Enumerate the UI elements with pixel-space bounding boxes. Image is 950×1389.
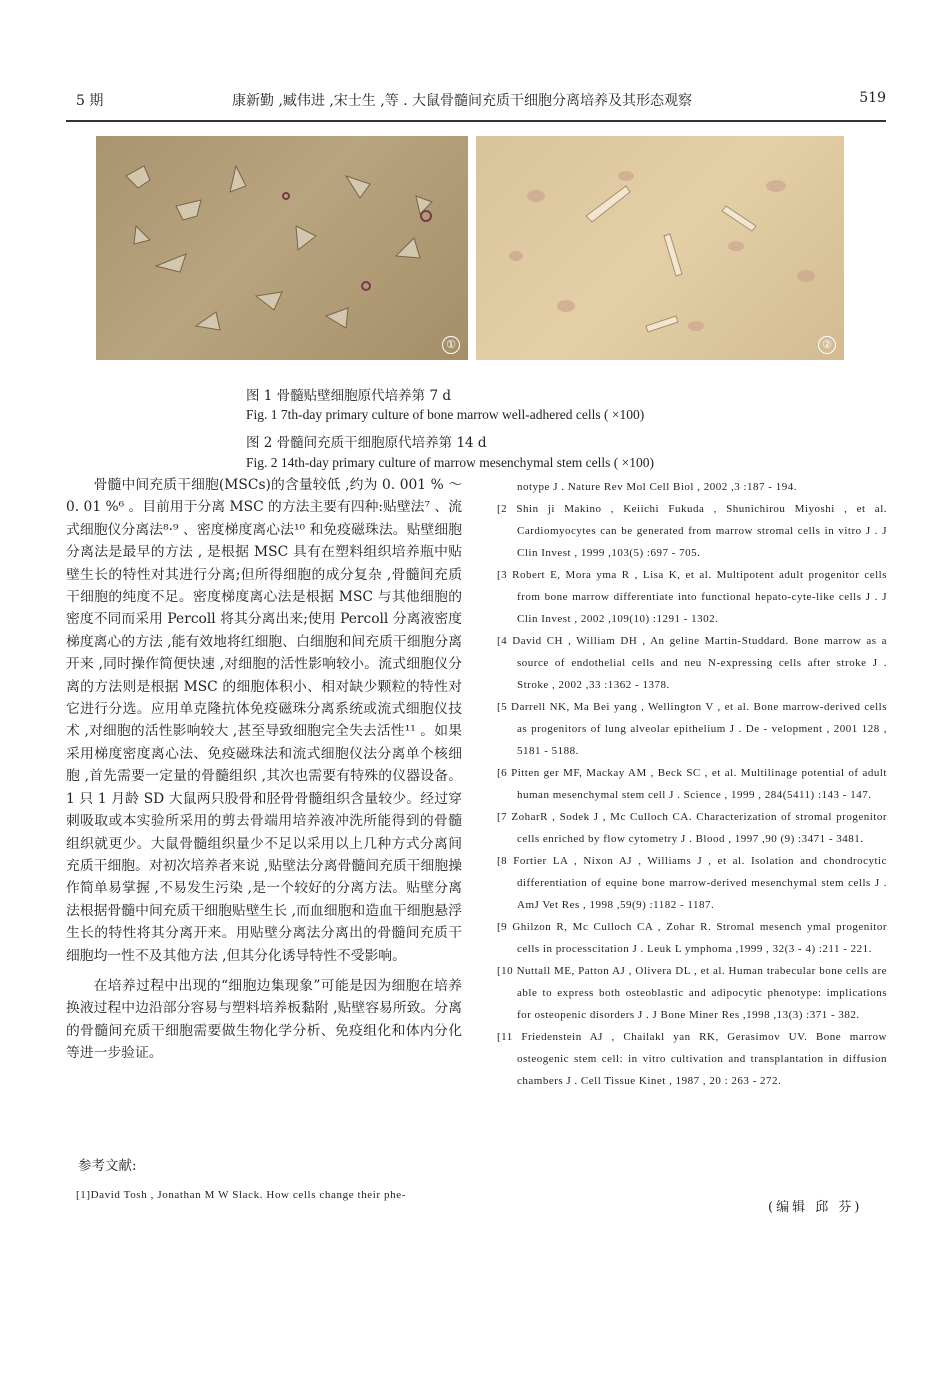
article-title: 康新勤 ,臧伟进 ,宋士生 ,等 . 大鼠骨髓间充质干细胞分离培养及其形态观察 xyxy=(232,93,693,109)
figure-1-label: ① xyxy=(442,336,460,354)
reference-item: [11 Friedenstein AJ , Chailakl yan RK, Gerasimov UV. Bone marrow osteogenic stem cell: in vitro cultivation and transplantation in diffusion chambers J . Cell Tissue Kinet , 1987 , 20 : 263 - 272. xyxy=(497,1031,887,1087)
figure-2-caption-en: Fig. 2 14th-day primary culture of marrow mesenchymal stem cells ( ×100) xyxy=(246,455,655,470)
reference-item: [2 Shin ji Makino , Keiichi Fukuda , Shunichirou Miyoshi , et al. Cardiomyocytes can be generated from marrow stromal cells in vitro J . J Clin Invest , 1999 ,103(5) :697 - 705. xyxy=(497,503,887,559)
header-rule xyxy=(66,120,886,122)
issue-number: 5 期 xyxy=(76,93,104,109)
figure-2-label: ② xyxy=(818,336,836,354)
reference-item: [4 David CH , William DH , An geline Martin-Studdard. Bone marrow as a source of endothelial cells and neu N-expressing cells after stroke J . Stroke , 2002 ,33 :1362 - 1378. xyxy=(497,635,887,691)
paragraph-2: 在培养过程中出现的“细胞边集现象”可能是因为细胞在培养换液过程中边沿部分容易与塑料培养板黏附 ,贴壁容易所致。分离的骨髓间充质干细胞需要做生物化学分析、免疫组化和体内分化等进一步验证。 xyxy=(66,977,462,1062)
reference-item: [6 Pitten ger MF, Mackay AM , Beck SC , et al. Multilinage potential of adult human mesenchymal stem cell J . Science , 1999 , 284(5411) :143 - 147. xyxy=(497,767,887,801)
reference-item: [3 Robert E, Mora yma R , Lisa K, et al. Multipotent adult progenitor cells from bone marrow differentiate into functional hepato-cyte-like cells J . J Clin Invest , 2002 ,109(10) :1291 - 1302. xyxy=(497,569,887,625)
references-heading: 参考文献: xyxy=(78,1158,137,1174)
reference-1-continued: notype J . Nature Rev Mol Cell Biol , 2002 ,3 :187 - 194. xyxy=(517,481,797,493)
reference-list xyxy=(497,476,887,1092)
running-header xyxy=(76,90,886,114)
reference-item: [8 Fortier LA , Nixon AJ , Williams J , et al. Isolation and chondrocytic differentiation of equine bone marrow-derived mesenchymal stem cells J . AmJ Vet Res , 1998 ,59(9) :1182 - 1187. xyxy=(497,855,887,911)
figure-1-caption-zh: 图 1 骨髓贴壁细胞原代培养第 7 d xyxy=(246,388,451,404)
figure-2-micrograph xyxy=(476,136,844,360)
reference-item: [10 Nuttall ME, Patton AJ , Olivera DL , et al. Human trabecular bone cells are able to express both osteoblastic and adipocytic phenotype: implications for osteopenic disorders J . J Bone Miner Res ,1998 ,13(3) :371 - 382. xyxy=(497,965,887,1021)
page-number: 519 xyxy=(859,90,886,106)
paragraph-1: 骨髓中间充质干细胞(MSCs)的含量较低 ,约为 0. 001 % ～0. 01 %⁶ 。目前用于分离 MSC 的方法主要有四种:贴壁法⁷ 、流式细胞仪分离法⁸·⁹ 、密度梯度离心法¹⁰ 和免疫磁珠法。贴壁细胞分离法是最早的方法 , 是根据 MSC 具有在塑料组织培养瓶中贴壁生长的特性对其进行分离;但所得细胞的成分复杂 ,骨髓间充质干细胞的纯度不足。密度梯度离心法是根据 MSC 与其他细胞的密度不同而采用 Percoll 将其分离出来;使用 Percoll 分离液密度梯度离心的方法 ,能有效地将红细胞、白细胞和间充质干细胞分离开来 ,同时操作简便快速 ,对细胞的活性影响较小。流式细胞仪分离的方法则是根据 MSC 的细胞体积小、相对缺少颗粒的特性对它进行分选。应用单克隆抗体免疫磁珠分离系统或流式细胞仪技术 ,对细胞的活性影响较大 ,甚至导致细胞完全失去活性¹¹ 。如果采用梯度密度离心法、免疫磁珠法和流式细胞仪法分离单个核细胞 ,首先需要一定量的骨髓组织 ,其次也需要有特殊的仪器设备。1 只 1 月龄 SD 大鼠两只股骨和胫骨骨髓组织含量较少。经过穿刺吸取或本实验所采用的剪去骨端用培养液冲洗所能得到的骨髓组织就更少。大鼠骨髓组织量少不足以采用以上几种方式分离间充质干细胞。对初次培养者来说 ,贴壁法分离骨髓间充质干细胞操作简单易掌握 ,不易发生污染 ,是一个较好的分离方法。贴壁分离法根据骨髓中间充质干细胞贴壁生长 ,而血细胞和造血干细胞悬浮生长的特性将其分离开来。用贴壁分离法分离出的骨髓间充质干细胞均一性不及其他方法 ,但其分化诱导特性不受影响。 xyxy=(66,477,462,964)
body-text xyxy=(66,474,462,1065)
editor-note: (编辑 邱 芬) xyxy=(768,1200,863,1215)
reference-item: [9 Ghilzon R, Mc Culloch CA , Zohar R. Stromal mesench ymal progenitor cells in processcitation J . Leuk L ymphoma ,1999 , 32(3 - 4) :211 - 221. xyxy=(497,921,887,955)
figure-1-micrograph xyxy=(96,136,468,360)
micrograph-adherent-cells-icon xyxy=(96,136,468,360)
figure-1-caption-en: Fig. 1 7th-day primary culture of bone marrow well-adhered cells ( ×100) xyxy=(246,407,645,422)
reference-item: [7 ZoharR , Sodek J , Mc Culloch CA. Characterization of stromal progenitor cells enriched by flow cytometry J . Blood , 1997 ,90 (9) :3471 - 3481. xyxy=(497,811,887,845)
reference-1: [1]David Tosh , Jonathan M W Slack. How cells change their phe- xyxy=(76,1189,406,1201)
figure-2-caption-zh: 图 2 骨髓间充质干细胞原代培养第 14 d xyxy=(246,435,487,451)
micrograph-mesenchymal-cells-icon xyxy=(476,136,844,360)
reference-item: [5 Darrell NK, Ma Bei yang , Wellington V , et al. Bone marrow-derived cells as progenitors of lung alveolar epithelium J . De - velopment , 2001 128 , 5181 - 5188. xyxy=(497,701,887,757)
